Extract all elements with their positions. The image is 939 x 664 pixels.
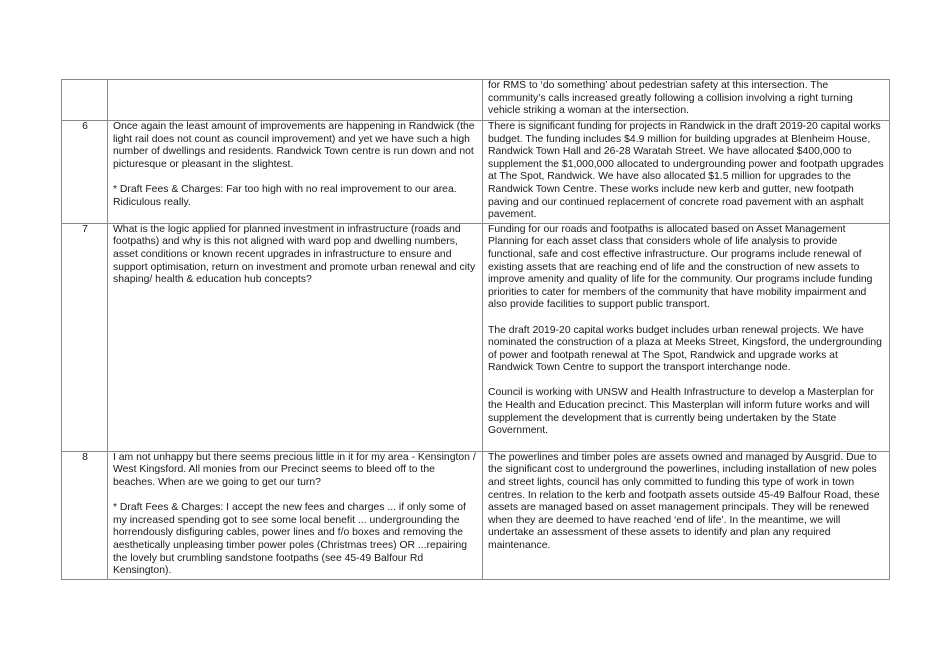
comment-paragraph: * Draft Fees & Charges: Far too high with no real improvement to our area. Ridiculous really. bbox=[113, 183, 457, 208]
table-row bbox=[62, 80, 890, 121]
comment-cell bbox=[108, 451, 483, 579]
response-cell bbox=[483, 451, 890, 579]
table-row bbox=[62, 223, 890, 451]
comment-paragraph: Once again the least amount of improvements are happening in Randwick (the light rail does not count as council improvement) and yet we have such a high number of dwellings and residents. Randwick Town centre is run down and not picturesque or pleasant in the slightest. bbox=[113, 121, 475, 170]
response-paragraph: The draft 2019-20 capital works budget includes urban renewal projects. We have nominated the construction of a plaza at Meeks Street, Kingsford, the undergrounding of power and footpath renewal at The Spot, Randwick and upgrade works at Randwick Town Centre to support the transport interchange node. bbox=[488, 324, 882, 374]
response-paragraph: The powerlines and timber poles are assets owned and managed by Ausgrid. Due to the significant cost to underground the powerlines, including installation of new poles and street lights, council has only committed to funding this type of work in town centres. In relation to the kerb and footpath assets outside 45-49 Balfour Road, these assets are managed based on asset management principals. They will be renewed when they are deemed to have reached ‘end of life’. In the meantime, we will undertake an assessment of these assets to identify and plan any required maintenance. bbox=[488, 451, 880, 551]
table-row bbox=[62, 451, 890, 579]
response-cell bbox=[483, 121, 890, 224]
comment-cell bbox=[108, 223, 483, 451]
response-paragraph: There is significant funding for projects in Randwick in the draft 2019-20 capital works budget. The funding includes $4.9 million for building upgrades at Blenheim House, Randwick Town Hall and 26-28 Waratah Street. We have allocated $400,000 to supplement the $1,000,000 allocated to undergrounding power and footpath upgrades at The Spot, Randwick. We have also allocated $1.5 million for upgrades to the Randwick Town Centre. These works include new kerb and gutter, new footpath paving and our continued replacement of concrete road pavement with an asphalt pavement. bbox=[488, 121, 884, 221]
response-cell bbox=[483, 80, 890, 121]
row-number: 7 bbox=[62, 223, 108, 451]
response-paragraph: for RMS to ‘do something’ about pedestrian safety at this intersection. The community’s calls increased greatly following a collision involving a right turning vehicle striking a woman at the intersection. bbox=[488, 80, 853, 117]
response-paragraph: Council is working with UNSW and Health Infrastructure to develop a Masterplan for the Health and Education precinct. This Masterplan will inform future works and will supplement the development that is currently being undertaken by the State Government. bbox=[488, 387, 874, 437]
row-number: 8 bbox=[62, 451, 108, 579]
table-row bbox=[62, 121, 890, 224]
comment-paragraph: * Draft Fees & Charges: I accept the new fees and charges ... if only some of my increased spending got to see some local benefit ... undergrounding the horrendously disfiguring cables, power lines and f/o boxes and removing the aesthetically unpleasing timber power poles (Christmas trees) OR ...repairing the lovely but crumbling sandstone footpaths (see 45-49 Balfour Rd Kensington). bbox=[113, 502, 468, 577]
response-cell bbox=[483, 223, 890, 451]
comment-paragraph: What is the logic applied for planned investment in infrastructure (roads and footpaths) and why is this not aligned with ward pop and dwelling numbers, asset conditions or known recent upgrades in infrastructure to ensure and support optimisation, return on investment and promote urban renewal and city shaping/ health & education hub concepts? bbox=[113, 223, 476, 286]
row-number: 6 bbox=[62, 121, 108, 224]
comment-cell bbox=[108, 80, 483, 121]
submissions-table bbox=[61, 79, 890, 580]
comment-cell bbox=[108, 121, 483, 224]
row-number bbox=[62, 80, 108, 121]
response-paragraph: Funding for our roads and footpaths is allocated based on Asset Management Planning for each asset class that considers whole of life analysis to provide functional, safe and cost effective infrastructure. Our programs include renewal of existing assets that are reaching end of life and the construction of new assets to improve amenity and quality of life for the community. Our programs include funding priorities to cater for members of the community that have mobility impairment and also provide facilities to support public transport. bbox=[488, 223, 873, 311]
comment-paragraph: I am not unhappy but there seems precious little in it for my area - Kensington / West Kingsford. All monies from our Precinct seems to bleed off to the beaches. When are we going to get our turn? bbox=[113, 451, 476, 488]
